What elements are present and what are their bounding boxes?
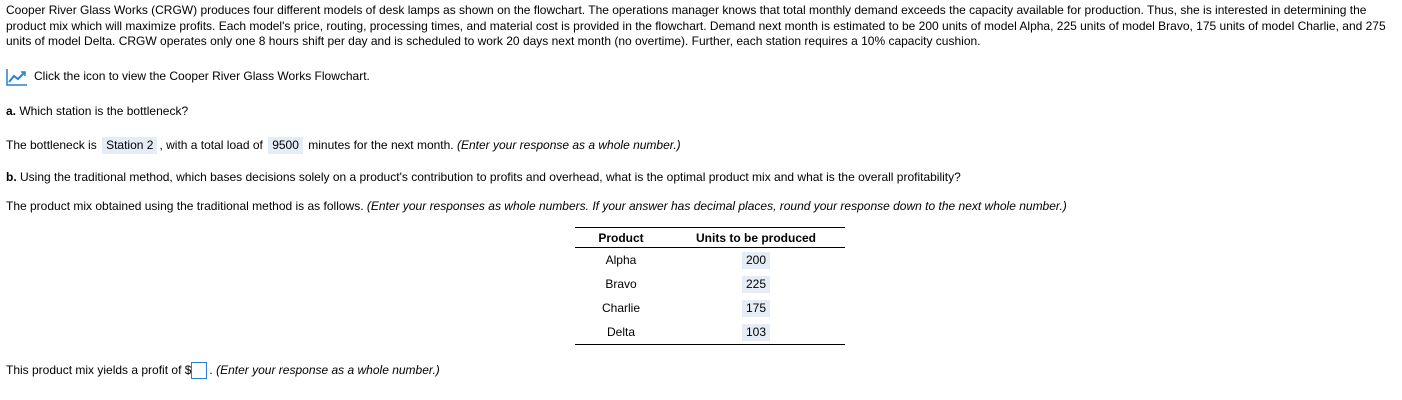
units-answer-charlie[interactable]: 175 — [742, 300, 770, 317]
profit-period: . — [209, 363, 213, 377]
answer-a-text3: minutes for the next month. — [308, 138, 454, 152]
total-load-answer[interactable]: 9500 — [268, 137, 303, 154]
question-b-text: Using the traditional method, which bases decisions solely on a product's contribution to profits and overhead, what is the optimal product mix and what is the overall profitability? — [20, 170, 961, 184]
question-a — [6, 104, 1396, 120]
product-name: Delta — [606, 325, 635, 339]
flowchart-link[interactable] — [6, 68, 1396, 86]
units-answer-bravo[interactable]: 225 — [742, 276, 770, 293]
table-header-row — [575, 228, 845, 248]
flowchart-link-label[interactable]: Click the icon to view the Cooper River Glass Works Flowchart. — [34, 69, 370, 84]
product-name: Bravo — [605, 277, 637, 291]
profit-input[interactable] — [191, 362, 207, 379]
answer-b-hint: (Enter your responses as whole numbers. If your answer has decimal places, round your response down to the next whole number.) — [366, 199, 1067, 213]
profit-text: This product mix yields a profit of $ — [6, 363, 192, 377]
profit-line — [6, 362, 1396, 379]
answer-a — [6, 137, 1396, 154]
product-name: Alpha — [605, 253, 637, 267]
units-answer-alpha[interactable]: 200 — [742, 252, 770, 269]
answer-a-hint: (Enter your response as a whole number.) — [456, 138, 681, 152]
product-mix-table — [575, 227, 845, 345]
answer-b-text: The product mix obtained using the traditional method is as follows. — [6, 199, 364, 213]
answer-b-intro — [6, 199, 1396, 215]
line-chart-icon[interactable] — [6, 68, 28, 86]
table-row — [575, 272, 845, 296]
table-row — [575, 296, 845, 320]
question-a-prefix: a. — [6, 104, 17, 118]
question-b — [6, 170, 1396, 186]
question-a-text: Which station is the bottleneck? — [19, 104, 189, 118]
table-row — [575, 248, 845, 273]
table-row — [575, 320, 845, 345]
problem-intro: Cooper River Glass Works (CRGW) produces four different models of desk lamps as shown on the flowchart. The operations manager knows that total monthly demand exceeds the capacity available for production. Thus, she is interested in determining the product mix which will maximize profits. Each model's price, routing, processing times, and material cost is provided in the flowchart. Demand next month is estimated to be 200 units of model Alpha, 225 units of model Bravo, 175 units of model Charlie, and 275 units of model Delta. CRGW operates only one 8 hours shift per day and is scheduled to work 20 days next month (no overtime). Further, each station requires a 10% capacity cushion. — [6, 3, 1386, 48]
answer-a-text1: The bottleneck is — [6, 138, 97, 152]
bottleneck-station-answer[interactable]: Station 2 — [102, 137, 157, 154]
profit-hint: (Enter your response as a whole number.) — [216, 363, 440, 377]
product-name: Charlie — [601, 301, 640, 315]
header-product: Product — [575, 228, 667, 248]
units-answer-delta[interactable]: 103 — [742, 324, 770, 341]
question-b-prefix: b. — [6, 170, 17, 184]
header-units: Units to be produced — [667, 228, 845, 248]
answer-a-text2: , with a total load of — [159, 138, 263, 152]
